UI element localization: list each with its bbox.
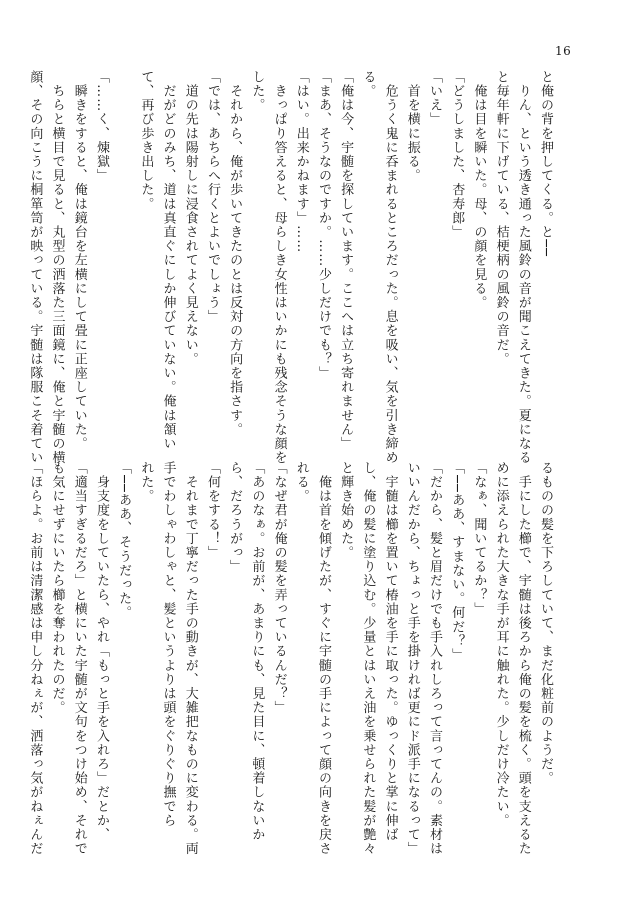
text-line: と毎年軒に下げている、桔梗柄の風鈴の音だ。 <box>493 70 509 367</box>
text-block-upper <box>27 70 556 465</box>
text-line: 「あのなぁ。お前が、あまりにも、見た目に、頓着しないか <box>249 461 265 842</box>
text-line: 「ほらよ。お前は清潔感は申し分ねぇが、洒落っ気がねぇんだ <box>27 461 43 856</box>
text-line: 「はい。出来かねます」…… <box>293 70 309 254</box>
text-line: 「だから、髪と眉だけでも手入れしろって言ってんの。素材は <box>426 461 442 856</box>
text-line: し、俺の髪に塗り込む。少量とはいえ油を乗せられた髪が艶々 <box>360 461 376 856</box>
text-line: 「なぁ、聞いてるか？」 <box>471 461 487 617</box>
text-line: るものの髪を下ろしていて、まだ化粧前のようだ。 <box>538 461 553 786</box>
text-line: りん、という透き通った風鈴の音が聞こえてきた。夏になる <box>515 70 531 465</box>
text-line: 「どうしました、杏寿郎」 <box>449 70 465 240</box>
text-line: と俺の背を押してくる。と── <box>538 70 553 258</box>
text-line: 手にした櫛で、宇髄は後ろから俺の髪を梳く。頭を支えるた <box>515 461 531 856</box>
text-line: る。 <box>360 70 376 99</box>
text-line: ちらと横目で見ると、丸型の洒落た三面鏡に、俺と宇髄の横 <box>49 70 65 465</box>
text-line: 顔、その向こうに桐箪笥が映っている。宇髄は隊服こそ着てい <box>27 70 43 465</box>
text-line: それまで丁寧だった手の動きが、大雑把なものに変わる。両 <box>182 461 198 856</box>
text-line: 「まあ、そうなのですか。……少しだけでも？」 <box>315 70 331 381</box>
text-line: れる。 <box>293 461 309 504</box>
text-line: 「いえ」 <box>426 70 442 127</box>
text-line: ら、だろうがっ」 <box>227 461 243 574</box>
text-line-blank <box>112 70 134 430</box>
text-line: 「なぜ君が俺の髪を弄っているんだ？」 <box>271 461 287 715</box>
text-line: れた。 <box>138 461 154 504</box>
text-line: 首を横に振る。 <box>404 70 420 183</box>
text-line: 危うく鬼に呑まれるところだった。息を吸い、気を引き締め <box>382 70 398 465</box>
text-line: めに添えられた大きな手が耳に触れた。少しだけ冷たい。 <box>493 461 509 828</box>
text-line: て、再び歩き出した。 <box>138 70 154 211</box>
text-line: 「──ああ、すまない。何だ？」 <box>449 461 465 663</box>
text-line: いいんだから、ちょっと手を掛ければ更にド派手になるって」 <box>404 461 420 856</box>
text-line: 「……く、煉獄」 <box>93 70 109 183</box>
text-line: 道の先は陽射しに浸食されてよく見えない。 <box>182 70 198 367</box>
text-line: 手でわしゃわしゃと、髪というよりは頭をぐりぐり撫でら <box>160 461 176 828</box>
text-line: だがどのみち、道は真直ぐにしか伸びていない。俺は頷い <box>160 70 176 451</box>
text-line: 「適当すぎるだろ」と横にいた宇髄が文句をつけ始め、それで <box>71 461 87 856</box>
text-line: 身支度をしていたら、やれ「もっと手を入れろ」だとか、 <box>93 461 109 842</box>
text-line: それから、俺が歩いてきたのとは反対の方向を指さす。 <box>227 70 243 437</box>
page-number: 16 <box>555 44 572 58</box>
text-line: 俺は首を傾げたが、すぐに宇髄の手によって顔の向きを戻さ <box>315 461 331 856</box>
text-line: 「何をする！」 <box>204 461 220 560</box>
text-line: きっぱり答えると、母らしき女性はいかにも残念そうな顔を <box>271 70 287 465</box>
text-line: 宇髄は櫛を置いて椿油を手に取った。ゆっくりと掌に伸ば <box>382 461 398 842</box>
text-line: も気にせずにいたら櫛を奪われたのだ。 <box>49 461 65 715</box>
text-block-lower <box>27 461 556 861</box>
text-line: 瞬きをすると、俺は鏡台を左横にして畳に正座していた。 <box>71 70 87 451</box>
text-line: 「俺は今、宇髄を探しています。ここへは立ち寄れません」 <box>338 70 354 451</box>
text-line: 「では、あちらへ行くとよいでしょう」 <box>204 70 220 324</box>
text-line: と輝き始めた。 <box>338 461 354 560</box>
text-line: した。 <box>249 70 265 113</box>
text-line: 俺は目を瞬いた。母、の顔を見る。 <box>471 70 487 310</box>
text-line: 「──ああ、そうだった。 <box>116 461 132 620</box>
